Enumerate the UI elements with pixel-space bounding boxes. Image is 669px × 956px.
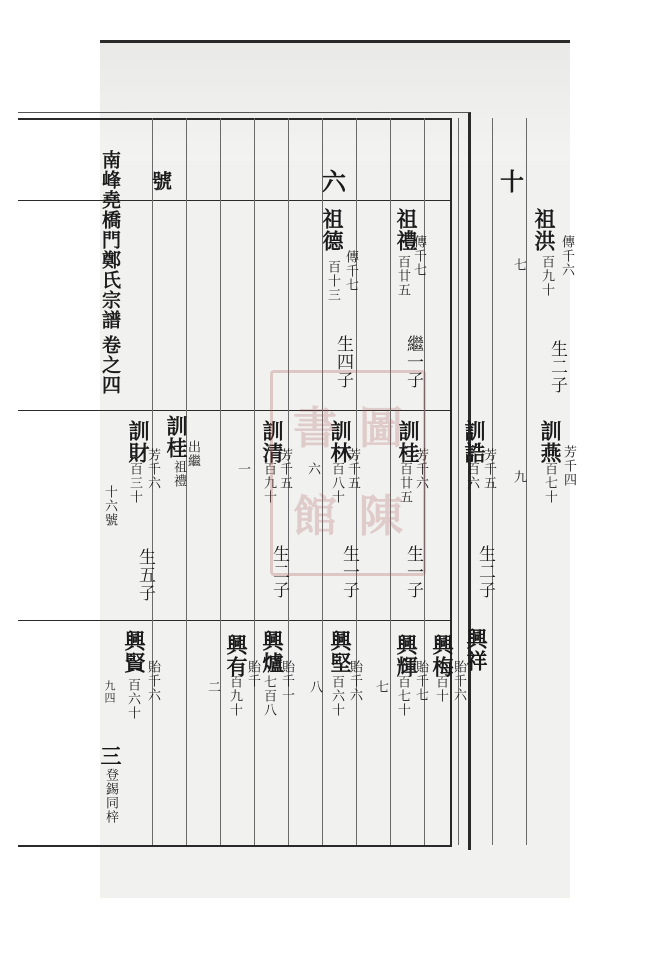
column-line [458, 118, 459, 845]
tier3-extra: 九四 [103, 680, 116, 704]
header-rule [18, 200, 452, 201]
column-line [526, 118, 527, 845]
header-six: 六 [322, 167, 346, 196]
tier2-rule [18, 620, 452, 621]
tier2-line2: 百三十 [127, 462, 142, 504]
tier2-name: 訓誥 [462, 420, 487, 464]
tier1-line2: 百九十 [539, 255, 554, 297]
tier2-line1: 出繼 [185, 440, 200, 468]
tier2-name: 訓桂 [164, 415, 189, 459]
header-hao: 號 [152, 169, 172, 193]
tier2-name: 訓財 [126, 420, 151, 464]
tier1-extra: 七 [511, 258, 526, 272]
footer-imprint: 登錫同梓 [103, 768, 118, 824]
tier3-name: 興輝 [394, 634, 419, 678]
tier3-name: 興爐 [260, 630, 285, 674]
tier2-line1: 芳千五 [345, 448, 360, 490]
tier3-extra: 二 [205, 680, 220, 694]
tier2-line2: 百廿五 [397, 462, 412, 504]
tier3-line1: 貽千一 [279, 660, 294, 702]
tier3-line1: 貽千六 [347, 660, 362, 702]
tier2-note: 生一子 [339, 545, 359, 599]
tier3-name: 興賢 [122, 630, 147, 674]
tier2-note: 生一子 [403, 545, 423, 599]
column-line [220, 118, 221, 845]
tier2-line2: 百八十 [329, 462, 344, 504]
tier1-name: 祖禮 [394, 208, 419, 252]
tier3-line2: 百七十 [395, 675, 410, 717]
seal-char: 陳 [359, 491, 403, 542]
tier3-name: 興梅 [430, 634, 455, 678]
tier2-line2: 祖禮 [171, 460, 186, 488]
tier2-name: 訓清 [260, 420, 285, 464]
tier2-name: 訓林 [328, 420, 353, 464]
tier3-line1: 貽千六 [451, 660, 466, 702]
tier2-line2: 百九十 [261, 462, 276, 504]
tier2-name: 訓燕 [538, 420, 563, 464]
seal-char: 書 [293, 403, 337, 454]
tier2-note: 生五子 [135, 548, 155, 602]
tier3-line1: 貽千七 [413, 660, 428, 702]
tier1-line1: 傳千七 [343, 250, 358, 292]
tier2-line2: 百六 [464, 462, 479, 490]
tier3-line2: 百六十 [125, 678, 140, 720]
tier1-line1: 傳千六 [559, 235, 574, 277]
tier3-line2: 七百八 [261, 675, 276, 717]
library-seal [270, 370, 426, 576]
column-line [254, 118, 255, 845]
tier2-line1: 芳千五 [481, 448, 496, 490]
tier1-note: 繼一子 [403, 335, 423, 389]
tier2-line1: 芳千四 [561, 445, 576, 487]
tier1-name: 祖德 [320, 208, 345, 252]
spine-page: 十六號 [102, 485, 117, 527]
tier2-note: 生二子 [475, 545, 495, 599]
tier2-line1: 芳千六 [145, 448, 160, 490]
column-line [186, 118, 187, 845]
footer-left: 三 [98, 745, 123, 767]
tier3-line1: 貽千 [245, 660, 260, 688]
header-ten: 十 [500, 167, 524, 196]
tier2-name: 訓桂 [396, 420, 421, 464]
tier3-extra: 七 [373, 680, 388, 694]
tier3-extra: 八 [307, 680, 322, 694]
tier2-line1: 芳千五 [277, 448, 292, 490]
tier3-name: 興堅 [328, 630, 353, 674]
seal-char: 館 [293, 491, 337, 542]
tier3-line2: 百九十 [227, 675, 242, 717]
tier1-note: 生四子 [333, 335, 353, 389]
tier2-extra: 六 [305, 462, 320, 476]
spine-volume: 卷之四 [99, 335, 121, 395]
tier1-line1: 傳千七 [411, 235, 426, 277]
tier2-note: 生二子 [269, 545, 289, 599]
tier1-line2: 百十三 [325, 260, 340, 302]
tier3-line2: 百六十 [329, 675, 344, 717]
tier3-name: 興有 [224, 634, 249, 678]
tier2-line2: 百七十 [542, 462, 557, 504]
tier3-line2: 百十 [433, 675, 448, 703]
tier2-extra: 九 [511, 470, 526, 484]
tier3-line1: 貽千六 [145, 660, 160, 702]
tier1-note: 生二子 [547, 340, 567, 394]
tier3-name: 興祥 [464, 628, 489, 672]
seal-char: 圖 [359, 403, 403, 454]
tier1-name: 祖洪 [532, 208, 557, 252]
spine-title: 南峰堯橋門鄭氏宗譜 [99, 150, 121, 330]
tier1-line2: 百廿五 [395, 255, 410, 297]
tier2-line1: 芳千六 [413, 448, 428, 490]
tier2-extra: 一 [235, 462, 250, 476]
